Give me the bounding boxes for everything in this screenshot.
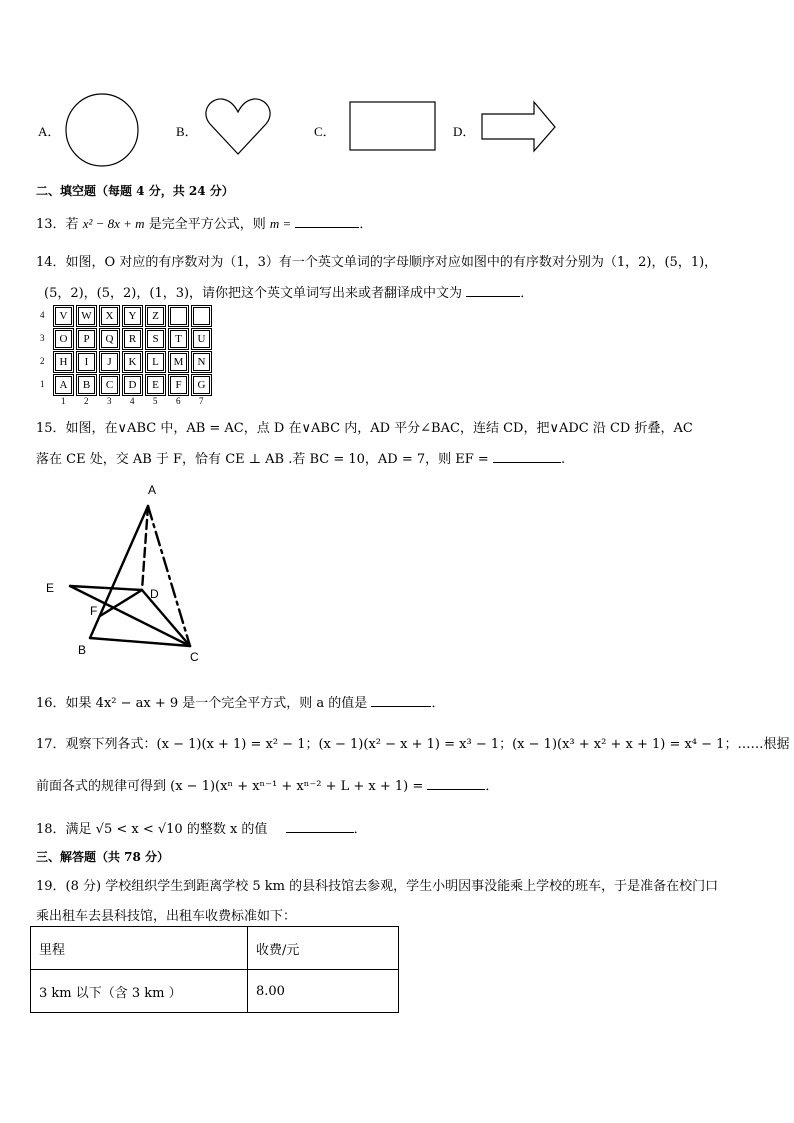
grid-cell: C (101, 376, 118, 394)
table-cell: 8.00 (248, 970, 399, 1013)
q13-text: 是完全平方公式，则 (148, 217, 266, 232)
grid-cell: D (124, 376, 141, 394)
question-17-line-2 (36, 775, 498, 794)
question-17-line-1: 17．观察下列各式：(x − 1)(x + 1) = x² − 1；(x − 1)(x² − x + 1) = x³ − 1；(x − 1)(x³ + x² + x + 1) = x⁴ − 1；……根据 (36, 737, 790, 752)
grid-cell: U (193, 330, 210, 348)
grid-cell (170, 307, 187, 325)
option-b-label: B． (176, 124, 198, 139)
q13-expression: x² − 8x + m (82, 216, 145, 231)
grid-cell: Z (147, 307, 164, 325)
question-19-line-1: 19．(8 分) 学校组织学生到距离学校 5 km 的县科技馆去参观，学生小明因事没能乘上学校的班车，于是准备在校门口 (36, 879, 719, 894)
heart-shape (204, 96, 272, 158)
table-cell: 3 km 以下（含 3 km ） (31, 970, 248, 1013)
grid-cell: M (170, 353, 187, 371)
point-a-label: A (148, 483, 157, 497)
q17-text: 前面各式的规律可得到 (x − 1)(xⁿ + xⁿ⁻¹ + xⁿ⁻² + L + x + 1) = (36, 779, 424, 794)
answer-blank[interactable] (493, 450, 561, 463)
answer-blank[interactable] (371, 694, 431, 707)
grid-cell: L (147, 353, 164, 371)
point-d-label: D (150, 587, 159, 601)
table-row (31, 970, 399, 1013)
point-c-label: C (190, 650, 199, 664)
q16-text: 16．如果 4x² − ax + 9 是一个完全平方式，则 a 的值是 (36, 696, 368, 711)
grid-cell: K (124, 353, 141, 371)
grid-cell: P (78, 330, 95, 348)
grid-cell: A (55, 376, 72, 394)
grid-cell: I (78, 353, 95, 371)
line-ed (70, 586, 142, 590)
point-e-label: E (46, 581, 55, 595)
row-label: 3 (40, 333, 45, 343)
q17-end: ． (485, 779, 499, 794)
grid-cell: O (55, 330, 72, 348)
letter-grid (40, 305, 220, 405)
grid-cell: G (193, 376, 210, 394)
q13-variable: m = (269, 216, 292, 231)
grid-cell: R (124, 330, 141, 348)
q13-number: 13．若 (36, 217, 79, 232)
grid-cell: J (101, 353, 118, 371)
col-label: 2 (84, 396, 89, 406)
answer-blank[interactable] (427, 777, 485, 790)
section-heading-solutions: 三、解答题（共 78 分） (36, 850, 170, 864)
question-15-line-1: 15．如图，在∨ABC 中，AB = AC，点 D 在∨ABC 内，AD 平分∠BAC，连结 CD，把∨ADC 沿 CD 折叠，AC (36, 421, 693, 436)
table-header: 收费/元 (248, 927, 399, 970)
grid-cell: V (55, 307, 72, 325)
circle-shape (64, 92, 142, 168)
grid-cell: E (147, 376, 164, 394)
grid-cell: F (170, 376, 187, 394)
table-header: 里程 (31, 927, 248, 970)
q16-end: ． (431, 696, 445, 711)
grid-cell: Y (124, 307, 141, 325)
q15-end: . (560, 452, 566, 467)
table-header-row (31, 927, 399, 970)
grid-cell: W (78, 307, 95, 325)
point-f-label: F (90, 604, 98, 618)
col-label: 6 (176, 396, 181, 406)
line-ab (90, 506, 148, 638)
row-label: 1 (40, 379, 45, 389)
answer-blank[interactable] (286, 820, 354, 833)
grid-cell: Q (101, 330, 118, 348)
question-15-line-2 (36, 448, 565, 467)
triangle-figure (40, 478, 220, 668)
section-heading-fill-in: 二、填空题（每题 4 分，共 24 分） (36, 184, 234, 198)
question-13 (36, 213, 372, 232)
grid-cell: B (78, 376, 95, 394)
col-label: 4 (130, 396, 135, 406)
grid-cell: X (101, 307, 118, 325)
question-18 (36, 818, 367, 837)
q14-end: ． (520, 286, 534, 301)
q18-text: 18．满足 √5 < x < √10 的整数 x 的值 (36, 822, 268, 837)
row-label: 4 (40, 310, 45, 320)
grid-cell: T (170, 330, 187, 348)
col-label: 7 (199, 396, 204, 406)
question-19-line-2: 乘出租车去县科技馆，出租车收费标准如下： (36, 909, 297, 924)
grid-cell (193, 307, 210, 325)
grid-cell: N (193, 353, 210, 371)
point-b-label: B (78, 643, 87, 657)
fare-table (30, 926, 399, 1013)
col-label: 1 (61, 396, 66, 406)
question-14-line-2 (44, 282, 533, 301)
option-c-label: C． (314, 124, 336, 139)
question-16 (36, 692, 444, 711)
rectangle-shape (348, 100, 438, 152)
grid-cell: S (147, 330, 164, 348)
question-14-line-1: 14．如图，O 对应的有序数对为（1，3）有一个英文单词的字母顺序对应如图中的有序数对分别为（1，2)，(5，1)， (36, 255, 718, 270)
line-ac-dashed (148, 506, 190, 646)
grid-cell: H (55, 353, 72, 371)
arrow-shape (480, 100, 558, 154)
q14-text: (5，2)，(5，2)，(1，3)，请你把这个英文单词写出来或者翻译成中文为 (44, 286, 463, 301)
answer-blank[interactable] (466, 284, 520, 297)
q15-text: 落在 CE 处，交 AB 于 F，恰有 CE ⊥ AB .若 BC = 10，AD = 7，则 EF = (36, 452, 489, 467)
answer-blank[interactable] (295, 215, 359, 228)
option-a-label: A． (38, 124, 61, 139)
row-label: 2 (40, 356, 45, 366)
option-d-label: D． (453, 124, 476, 139)
q18-end: ． (353, 822, 367, 837)
q13-end: ． (359, 217, 373, 232)
col-label: 5 (153, 396, 158, 406)
line-ec (70, 586, 190, 646)
col-label: 3 (107, 396, 112, 406)
